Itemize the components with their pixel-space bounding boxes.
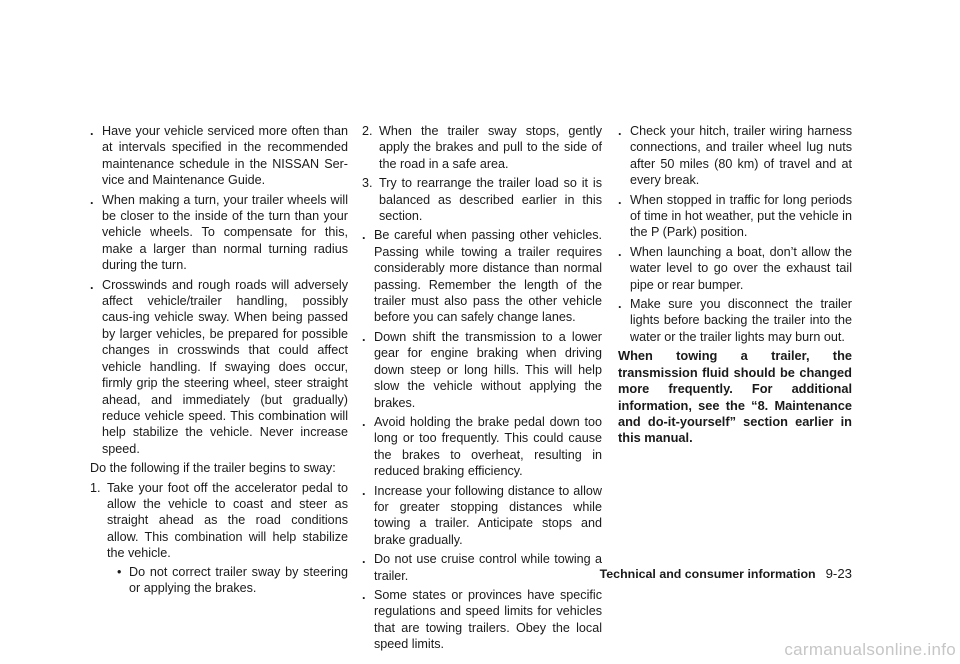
list-item-text: Some states or provinces have specific regulations and speed limits for vehicles that are towing trailers. Obey the local speed limits.	[374, 587, 602, 652]
bullet-marker: .	[618, 297, 622, 312]
list-item-text: When making a turn, your trailer wheels will be closer to the inside of the turn than your vehicle wheels. To compensate for this, make a larger than normal turning radius during the turn.	[102, 192, 348, 273]
list-item	[618, 192, 852, 241]
sub-bullet-item	[115, 564, 348, 597]
list-item	[618, 244, 852, 293]
column-3	[618, 123, 852, 447]
list-item-text: Increase your following distance to allow for greater stopping distances while towing a trailer. Anticipate stops and brake gradually.	[374, 483, 602, 547]
list-item-text: Avoid holding the brake pedal down too long or too frequently. This could cause the brakes to overheat, resulting in reduced braking efficiency.	[374, 414, 602, 479]
list-item-text: Do not use cruise control while towing a trailer.	[374, 552, 602, 583]
sway-intro: Do the following if the trailer begins to sway:	[90, 461, 336, 476]
list-item-text: Be careful when passing other vehicles. Passing while towing a trailer requires considerably more distance than normal passing. Remember the length of the trailer must also pass the other vehicle before you can safely change lanes.	[374, 228, 602, 325]
list-item	[618, 296, 852, 345]
step-text: When the trailer sway stops, gently apply the brakes and pull to the side of the road in a safe area.	[379, 124, 602, 171]
sub-bullet-marker: •	[117, 564, 122, 579]
bullet-marker: .	[90, 124, 94, 138]
step-text: Try to rearrange the trailer load so it is balanced as described earlier in this section.	[379, 176, 602, 224]
list-item-text: Make sure you disconnect the trailer lights before backing the trailer into the water or the trailer lights may burn out.	[630, 297, 852, 344]
step-text: Take your foot off the accelerator pedal to allow the vehicle to coast and steer as straight ahead as the road conditions allow. This combination will help stabilize the vehicle.	[107, 480, 348, 561]
bullet-marker: .	[362, 228, 366, 243]
numbered-step	[90, 480, 348, 597]
list-item	[362, 483, 602, 549]
step-number: 2.	[362, 124, 373, 138]
bullet-marker: .	[618, 244, 622, 259]
list-item	[90, 192, 348, 274]
bullet-marker: .	[618, 124, 622, 138]
list-item-text: When stopped in traffic for long periods of time in hot weather, put the vehicle in the P (Park) position.	[630, 192, 852, 240]
bullet-marker: .	[362, 483, 366, 498]
page-footer	[560, 566, 852, 581]
bullet-marker: .	[362, 552, 366, 567]
list-item	[90, 123, 348, 189]
list-item-text: Crosswinds and rough roads will adversely affect vehicle/trailer handling, possibly caus-ing vehicle sway. When being passed by larger vehicles, be prepared for possible changes in crosswinds that could affect vehicle handling. If swaying does occur, firmly grip the steering wheel, steer straight ahead, and immediately (but gradually) reduce vehicle speed. This combination will help stabilize the vehicle. Never increase speed.	[102, 277, 348, 456]
bullet-marker: .	[618, 192, 622, 207]
list-item-text: When launching a boat, don’t allow the water level to go over the exhaust tail pipe or rear bumper.	[630, 244, 852, 292]
bullet-marker: .	[362, 414, 366, 429]
bullet-marker: .	[90, 192, 94, 207]
bullet-marker: .	[90, 277, 94, 292]
list-item	[362, 587, 602, 653]
numbered-step	[362, 123, 602, 172]
step-number: 3.	[362, 176, 373, 191]
column-1	[90, 123, 348, 599]
page-number: 9-23	[825, 566, 852, 581]
section-title: Technical and consumer information	[599, 567, 816, 581]
sub-bullet-text: Do not correct trailer sway by steering or applying the brakes.	[129, 564, 348, 595]
step-number: 1.	[90, 480, 101, 495]
list-item-text: Check your hitch, trailer wiring harness connections, and trailer wheel lug nuts after 50 miles (80 km) of travel and at every break.	[630, 124, 852, 188]
list-item	[362, 227, 602, 325]
list-item-text: Down shift the transmission to a lower gear for engine braking when driving down steep or long hills. This will help slow the vehicle without applying the brakes.	[374, 329, 602, 410]
list-item	[362, 414, 602, 480]
list-item	[618, 123, 852, 189]
list-item	[90, 277, 348, 457]
list-item-text: Have your vehicle serviced more often than at intervals specified in the recommended maintenance schedule in the NISSAN Ser-vice and Maintenance Guide.	[102, 124, 348, 188]
list-item	[362, 329, 602, 411]
transmission-fluid-note: When towing a trailer, the transmission fluid should be changed more frequently. For additional information, see the “8. Maintenance and do-it-yourself” section earlier in this manual.	[618, 348, 852, 446]
numbered-step	[362, 175, 602, 224]
bullet-marker: .	[362, 329, 366, 344]
bullet-marker: .	[362, 587, 366, 602]
watermark: carmanualsonline.info	[784, 640, 956, 659]
